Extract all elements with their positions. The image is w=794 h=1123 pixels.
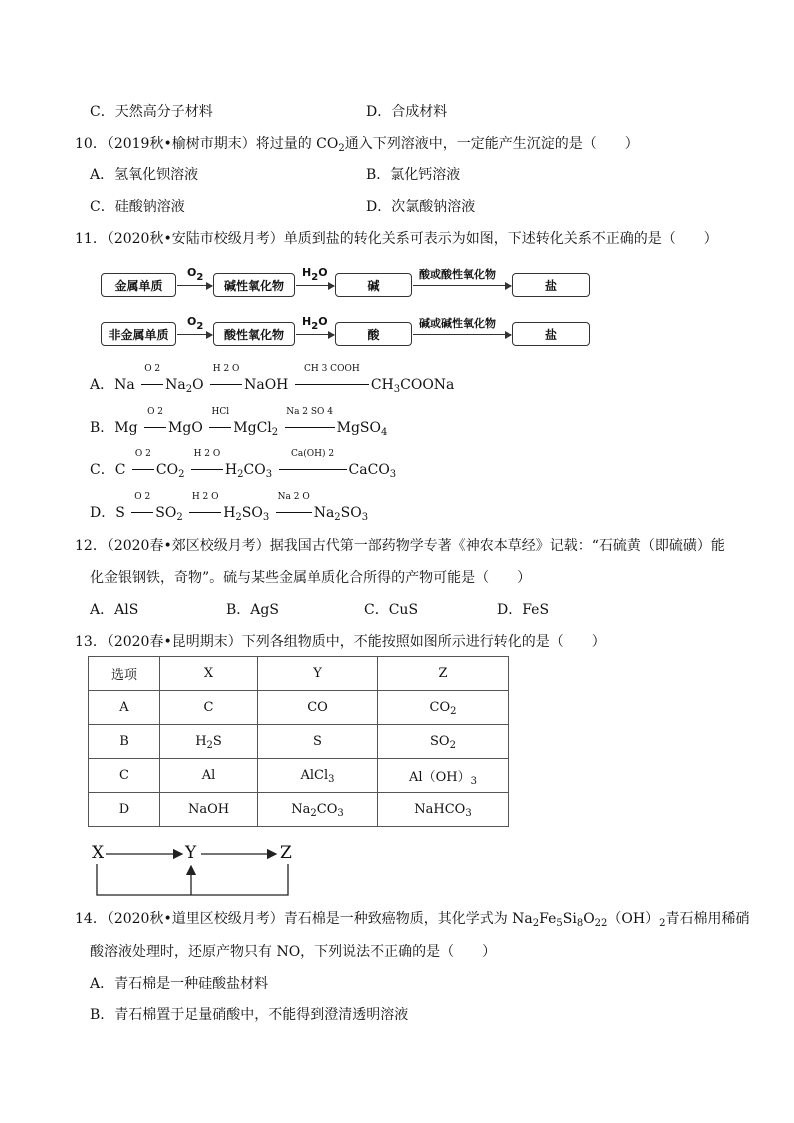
q10-option-a: A．氢氧化钡溶液 — [90, 167, 199, 183]
q9-option-d: D．合成材料 — [366, 104, 448, 120]
q14-stem-line2: 酸溶液处理时，还原产物只有 NO，下列说法不正确的是（ ） — [90, 944, 497, 960]
q10-option-b: B．氯化钙溶液 — [366, 167, 461, 183]
table-header-cell: X — [160, 657, 258, 691]
q12-option-b: B．AgS — [226, 602, 279, 618]
q12-stem-line1: 12．（2020春•郊区校级月考）据我国古代第一部药物学专著《神农本草经》记载：“石硫黄（即硫磺）能 — [75, 538, 725, 554]
q10-option-d: D．次氯酸钠溶液 — [366, 199, 476, 215]
flow-arrow-acid — [413, 285, 511, 286]
table-cell: $Al(OH)_3$ — [378, 759, 509, 793]
table-cell: $H_2S$ — [160, 725, 258, 759]
flow-arrow-o2-1 — [177, 285, 212, 286]
flow-box-salt-2: 盐 — [512, 322, 590, 346]
q11-option-b: B．Mg O 2 MgO HCl MgCl$_2$ Na 2 SO 4 MgSO$_4$ — [90, 407, 388, 438]
q13-table — [88, 656, 509, 827]
line-x-to-z-base — [97, 864, 288, 895]
flow-arrow-h2o-2 — [296, 334, 334, 335]
table-cell: C — [89, 759, 160, 793]
table-cell: CO — [258, 691, 378, 725]
table-row — [89, 725, 509, 759]
q12-stem-line2: 化金银钢铁，奇物”。硫与某些金属单质化合所得的产物可能是（ ） — [90, 570, 532, 586]
q9-option-c: C．天然高分子材料 — [90, 104, 213, 120]
flow-label-acid: 酸或酸性氧化物 — [419, 268, 496, 281]
table-cell: $Na_2CO_3$ — [258, 793, 378, 827]
q10-option-c: C．硅酸钠溶液 — [90, 199, 185, 215]
q10-stem: 10．（2019秋•榆树市期末）将过量的 $CO_2$通入下列溶液中，一定能产生沉淀的是（ ） — [75, 136, 639, 154]
diagram-arrows — [88, 840, 308, 900]
flow-arrow-h2o-1 — [296, 285, 334, 286]
q14-option-a: A．青石棉是一种硅酸盐材料 — [90, 976, 269, 992]
flow-arrow-o2-2 — [177, 334, 212, 335]
table-cell: D — [89, 793, 160, 827]
flow-box-acid: 酸 — [335, 322, 412, 346]
table-cell: NaOH — [160, 793, 258, 827]
q11-option-c: C．C O 2 $CO_2$ H 2 O $H_2CO_3$ Ca(OH) 2 CaCO$_3$ — [90, 449, 397, 480]
q12-option-d: D．FeS — [497, 602, 550, 618]
table-cell: $SO_2$ — [378, 725, 509, 759]
diagram-x: X — [92, 843, 105, 863]
flow-box-basic-oxide: 碱性氧化物 — [213, 273, 295, 297]
q12-option-c: C．CuS — [364, 602, 419, 618]
table-cell: S — [258, 725, 378, 759]
table-header-cell: 选项 — [89, 657, 160, 691]
flow-label-o2-1: O2 — [187, 266, 204, 283]
flow-box-nonmetal: 非金属单质 — [101, 322, 176, 346]
q11-option-d: D．S O 2 $SO_2$ H 2 O $H_2SO_3$ Na 2 O $Na_2SO_3$ — [90, 492, 369, 523]
flow-label-h2o-2: H2O — [302, 315, 328, 332]
q11-stem: 11．（2020秋•安陆市校级月考）单质到盐的转化关系可表示为如图，下述转化关系不正确的是（ ） — [75, 231, 718, 247]
table-header-cell: Y — [258, 657, 378, 691]
q14-option-b: B．青石棉置于足量硝酸中，不能得到澄清透明溶液 — [90, 1007, 409, 1023]
table-header-row — [89, 657, 509, 691]
q11-option-a: A．Na O 2 $Na_2O$ H 2 O NaOH CH 3 COOH $CH_3COONa$ — [90, 364, 455, 395]
flow-box-acidic-oxide: 酸性氧化物 — [213, 322, 295, 346]
flow-label-o2-2: O2 — [187, 315, 204, 332]
q14-stem-line1: 14．（2020秋•道里区校级月考）青石棉是一种致癌物质，其化学式为 $Na_2Fe_5Si_8O_{22}(OH)_2$青石棉用稀硝 — [75, 911, 750, 929]
table-cell: A — [89, 691, 160, 725]
table-header-cell: Z — [378, 657, 509, 691]
table-cell: $CO_2$ — [378, 691, 509, 725]
flow-label-base: 碱或碱性氧化物 — [419, 317, 496, 330]
flow-box-base: 碱 — [335, 273, 412, 297]
flow-box-metal: 金属单质 — [101, 273, 176, 297]
table-row — [89, 759, 509, 793]
table-cell: NaHCO$_3$ — [378, 793, 509, 827]
flow-arrow-base — [413, 334, 511, 335]
table-cell: AlCl$_3$ — [258, 759, 378, 793]
q12-option-a: A．AlS — [90, 602, 139, 618]
q13-stem: 13．（2020春•昆明期末）下列各组物质中，不能按照如图所示进行转化的是（ ） — [75, 634, 606, 650]
table-row — [89, 793, 509, 827]
table-row — [89, 691, 509, 725]
table-cell: B — [89, 725, 160, 759]
diagram-y: Y — [185, 843, 197, 863]
flow-label-h2o-1: H2O — [302, 266, 328, 283]
table-cell: Al — [160, 759, 258, 793]
table-cell: C — [160, 691, 258, 725]
flow-box-salt-1: 盐 — [512, 273, 590, 297]
diagram-z: Z — [280, 843, 292, 863]
